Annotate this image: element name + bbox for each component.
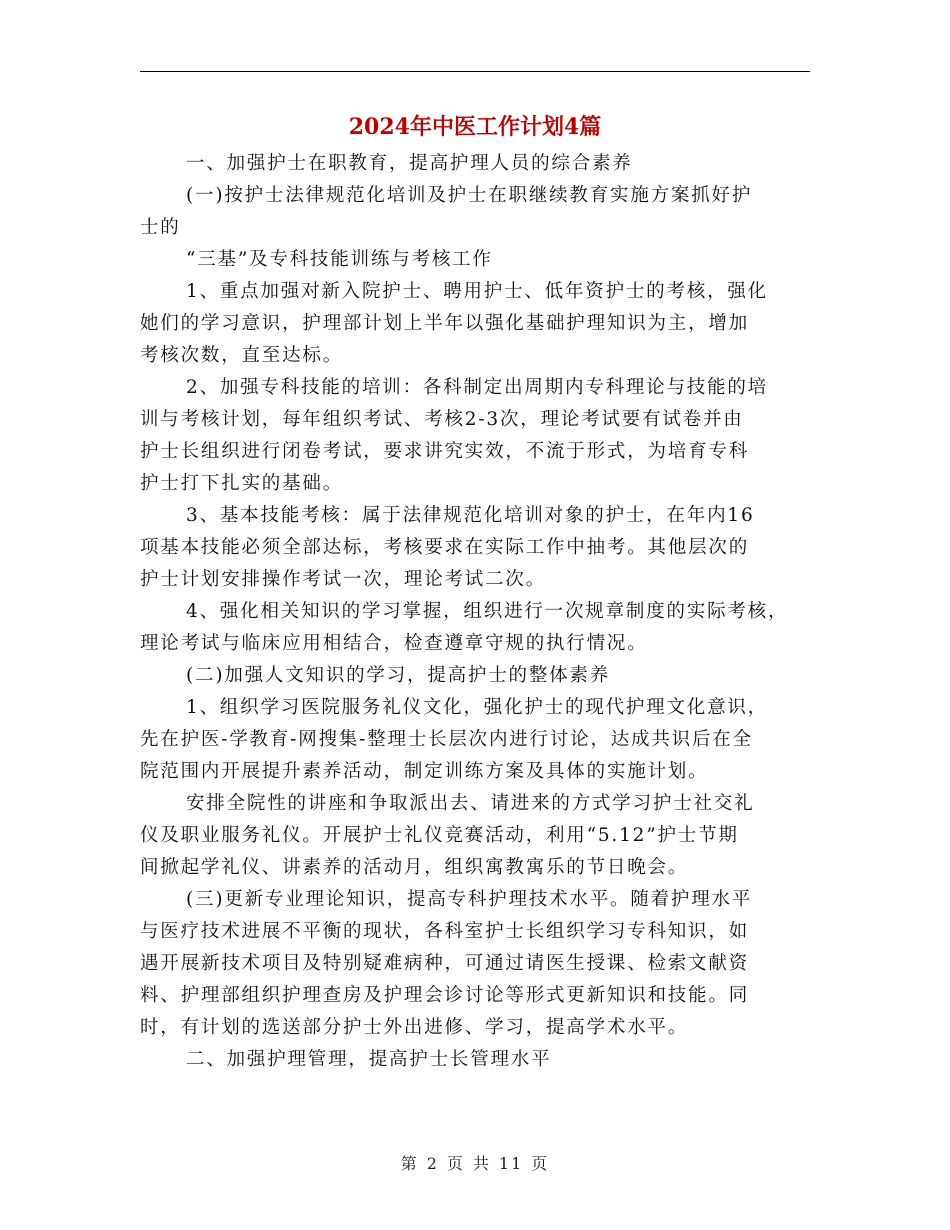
paragraph-line: (一)按护士法律规范化培训及护士在职继续教育实施方案抓好护 (186, 185, 753, 206)
paragraph-line: 1、组织学习医院服务礼仪文化，强化护士的现代护理文化意识， (186, 697, 768, 718)
paragraph-line: 先在护医-学教育-网搜集-整理士长层次内进行讨论，达成共识后在全 (140, 729, 753, 750)
paragraph-line: 训与考核计划，每年组织考试、考核2-3次，理论考试要有试卷并由 (140, 409, 744, 430)
paragraph-line: (三)更新专业理论知识，提高专科护理技术水平。随着护理水平 (186, 889, 753, 910)
total-page-count: 11 (498, 1154, 524, 1173)
body-paragraph (140, 884, 822, 1044)
paragraph-line: 护士计划安排操作考试一次，理论考试二次。 (140, 569, 547, 590)
paragraph-line: 二、加强护理管理，提高护士长管理水平 (186, 1049, 552, 1070)
document-title: 2024年中医工作计划4篇 (348, 114, 602, 140)
body-paragraph (140, 372, 822, 500)
paragraph-line: 4、强化相关知识的学习掌握，组织进行一次规章制度的实际考核， (186, 601, 789, 622)
page-footer (0, 1152, 950, 1176)
paragraph-line: 她们的学习意识，护理部计划上半年以强化基础护理知识为主，增加 (140, 313, 750, 334)
total-unit: 页 (531, 1154, 550, 1173)
body-paragraph (140, 660, 822, 692)
document-body (140, 148, 822, 1076)
paragraph-line: 项基本技能必须全部达标，考核要求在实际工作中抽考。其他层次的 (140, 537, 750, 558)
paragraph-line: (二)加强人文知识的学习，提高护士的整体素养 (186, 665, 611, 686)
body-paragraph (140, 148, 822, 180)
paragraph-line: 3、基本技能考核：属于法律规范化培训对象的护士，在年内16 (186, 505, 755, 526)
paragraph-line: 间掀起学礼仪、讲素养的活动月，组织寓教寓乐的节日晚会。 (140, 857, 689, 878)
body-paragraph (140, 180, 822, 244)
body-paragraph (140, 276, 822, 372)
paragraph-line: “三基”及专科技能训练与考核工作 (186, 249, 493, 270)
paragraph-line: 遇开展新技术项目及特别疑难病种，可通过请医生授课、检索文献资 (140, 953, 750, 974)
paragraph-line: 护士长组织进行闭卷考试，要求讲究实效，不流于形式，为培育专科 (140, 441, 750, 462)
paragraph-line: 与医疗技术进展不平衡的现状，各科室护士长组织学习专科知识，如 (140, 921, 750, 942)
paragraph-line: 一、加强护士在职教育，提高护理人员的综合素养 (186, 153, 633, 174)
body-paragraph (140, 500, 822, 596)
body-paragraph (140, 788, 822, 884)
current-page-number: 2 (426, 1154, 439, 1173)
paragraph-line: 料、护理部组织护理查房及护理会诊讨论等形式更新知识和技能。同 (140, 985, 750, 1006)
paragraph-line: 安排全院性的讲座和争取派出去、请进来的方式学习护士社交礼 (186, 793, 755, 814)
paragraph-line: 院范围内开展提升素养活动，制定训练方案及具体的实施计划。 (140, 761, 709, 782)
total-label: 共 (472, 1154, 491, 1173)
paragraph-line: 仪及职业服务礼仪。开展护士礼仪竞赛活动，利用“5.12”护士节期 (140, 825, 739, 846)
paragraph-line: 2、加强专科技能的培训：各科制定出周期内专科理论与技能的培 (186, 377, 768, 398)
paragraph-line: 理论考试与临床应用相结合，检查遵章守规的执行情况。 (140, 633, 648, 654)
page-label: 第 (400, 1154, 419, 1173)
body-paragraph (140, 244, 822, 276)
paragraph-line: 时，有计划的选送部分护士外出进修、学习，提高学术水平。 (140, 1017, 689, 1038)
header-rule (140, 71, 810, 72)
paragraph-line: 考核次数，直至达标。 (140, 345, 344, 366)
body-paragraph (140, 1044, 822, 1076)
paragraph-line: 1、重点加强对新入院护士、聘用护士、低年资护士的考核，强化 (186, 281, 768, 302)
paragraph-line: 士的 (140, 217, 181, 238)
body-paragraph (140, 596, 822, 660)
body-paragraph (140, 692, 822, 788)
paragraph-line: 护士打下扎实的基础。 (140, 473, 344, 494)
page-unit: 页 (446, 1154, 465, 1173)
